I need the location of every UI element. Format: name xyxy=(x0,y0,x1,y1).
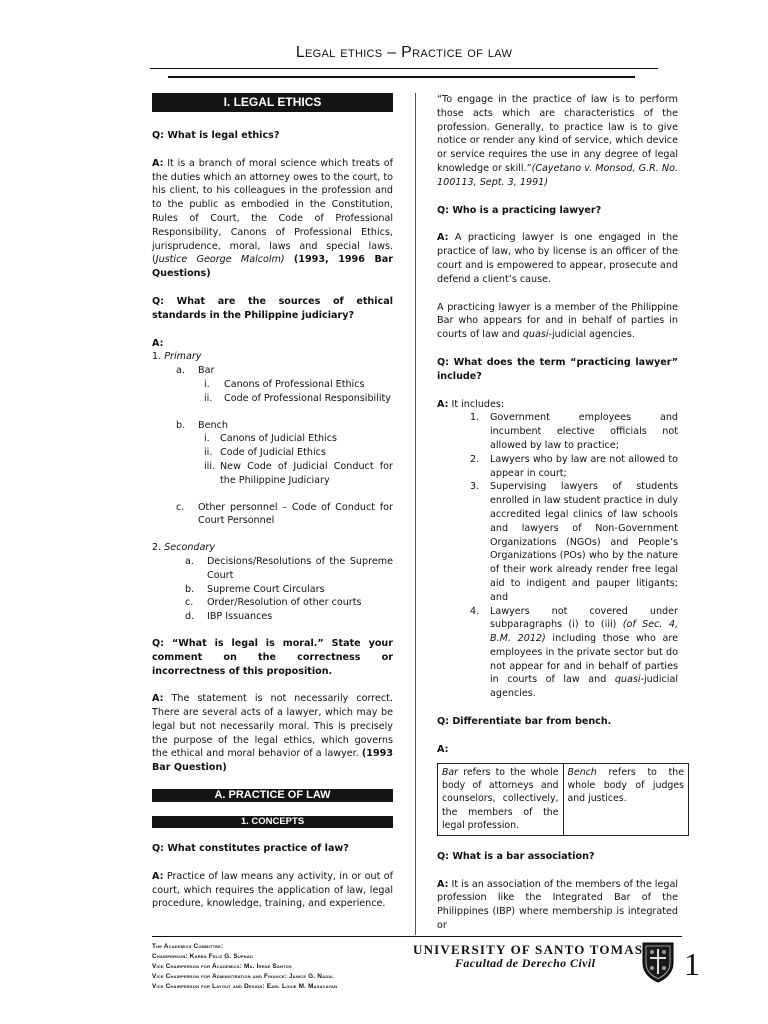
list-item-bar: a. Bar xyxy=(176,365,215,377)
answer-label: A: xyxy=(152,693,164,705)
list-item-bench-ii: ii. Code of Judicial Ethics xyxy=(204,447,326,459)
list-item-include-2: 2. Lawyers who by law are not allowed to appear in court; xyxy=(470,453,678,479)
question-bar-bench: Q: Differentiate bar from bench. xyxy=(437,716,612,728)
list-item-secondary-d: d. IBP Issuances xyxy=(185,611,273,623)
answer-practicing-lawyer: A: A practicing lawyer is one engaged in the practice of law, who by license is an officer of the court and is empowered to appear, prosecute and defend a client’s cause. xyxy=(437,232,678,285)
page-number: 1 xyxy=(684,946,700,982)
quote-citation: (Cayetano v. Monsod, G.R. No. 100113, Sept. 3, 1991) xyxy=(437,162,678,188)
committee-line: Vice Chairperson for Administration and Finance: Janice G. Nadal xyxy=(152,973,335,980)
list-item-bar-ii: ii. Code of Professional Responsibility xyxy=(204,392,391,404)
answer-practice-of-law xyxy=(152,870,393,911)
column-divider xyxy=(415,93,416,935)
footer-rule xyxy=(152,936,682,937)
list-item-secondary: 2. Secondary xyxy=(152,542,216,554)
header-rule-bottom xyxy=(168,76,635,78)
answer-label: A: xyxy=(152,157,164,169)
right-column xyxy=(437,93,684,947)
university-name: UNIVERSITY OF SANTO TOMAS xyxy=(413,942,644,957)
left-column xyxy=(152,93,393,925)
university-seal-icon xyxy=(641,941,675,983)
header-rule-top xyxy=(150,68,658,69)
list-item-primary: 1. Primary xyxy=(152,351,202,363)
answer-label: A: xyxy=(437,878,449,890)
table-row xyxy=(438,763,689,835)
bar-question-ref: (1993, 1996 Bar Questions) xyxy=(152,254,393,280)
answer-label: A: xyxy=(437,398,449,410)
list-item-bar-i: i. Canons of Professional Ethics xyxy=(204,378,365,390)
section-title-legal-ethics: I. LEGAL ETHICS xyxy=(152,93,393,112)
answer-text: Practice of law means any activity, in or out of court, which requires the application of law, legal procedure, knowledge, training, and experience. xyxy=(152,870,393,910)
list-item-include-1: 1. Government employees and incumbent elective officials not allowed by law to practice; xyxy=(470,412,678,451)
answer-label: A: xyxy=(152,337,164,349)
answer-bar-association: A: It is an association of the members of the legal profession like the Integrated Bar of the Philippines (IBP) where membership is integrated or xyxy=(437,878,678,931)
committee-heading: The Academics Committee: xyxy=(152,943,224,950)
answer-label: A: xyxy=(152,870,164,882)
answer-citation: Justice George Malcolm) xyxy=(155,254,285,266)
list-item-bench-i: i. Canons of Judicial Ethics xyxy=(204,433,337,445)
committee-credits xyxy=(152,942,337,992)
answer-label: A: xyxy=(437,232,449,244)
list-item-secondary-a: a. Decisions/Resolutions of the Supreme Court xyxy=(185,555,393,581)
bar-bench-table xyxy=(437,763,689,836)
list-item-bench-iii: iii. New Code of Judicial Conduct for the Philippine Judiciary xyxy=(204,460,393,486)
bench-definition-cell: Bench refers to the whole body of judges and justices. xyxy=(563,763,689,835)
section-title-practice-of-law: A. PRACTICE OF LAW xyxy=(152,789,393,802)
answer-text: It is a branch of moral science which treats of the duties which an attorney owes to the court, to his client, to his colleagues in the profession and to the public as embodied in the Constitution, Rules of Court, the Code of Professional Responsibility, Canons of Professional Ethics, jurisprudence, moral, laws and special laws. ( xyxy=(152,157,393,266)
list-item-include-4: 4. Lawyers not covered under subparagraphs (i) to (iii) (of Sec. 4, B.M. 2012) including those who are employees in the private sector but do not appear for and in behalf of parties in courts of law and quasi-judicial agencies. xyxy=(470,605,678,700)
question-practice-of-law: Q: What constitutes practice of law? xyxy=(152,843,349,855)
answer-practicing-lawyer-2: A practicing lawyer is a member of the Philippine Bar who appears for and in behalf of parties in courts of law and quasi-judicial agencies. xyxy=(437,301,678,341)
question-practicing-lawyer-include: Q: What does the term “practicing lawyer” include? xyxy=(437,356,678,382)
faculty-name: Facultad de Derecho Civil xyxy=(455,956,596,970)
list-item-other-personnel: c. Other personnel – Code of Conduct for Court Personnel xyxy=(176,501,393,527)
page-title: Legal ethics – Practice of law xyxy=(295,44,513,61)
question-practicing-lawyer: Q: Who is a practicing lawyer? xyxy=(437,204,602,216)
list-item-secondary-c: c. Order/Resolution of other courts xyxy=(185,597,362,609)
question-sources: Q: What are the sources of ethical standards in the Philippine judiciary? xyxy=(152,295,393,321)
bar-definition-cell: Bar refers to the whole body of attorneys and counselors, collectively, the members of the legal profession. xyxy=(438,763,564,835)
committee-line: Vice Chairperson for Layout and Design: Earl Louie M. Masacayan xyxy=(152,983,338,990)
section-title-concepts: 1. CONCEPTS xyxy=(152,816,393,828)
committee-line: Chairperson: Karen Feliz G. Supnad xyxy=(152,953,254,960)
answer-practicing-lawyer-include: A: It includes: 1. Government employees and incumbent elective officials not allowed by law to practice; 2. Lawyers who by law are not allowed to appear in court; 3. Supervising lawyers of students enrolled in law student practice in duly accredited legal clinics of law schools and lawyers of Non-Government Organizations (NGOs) and People’s Organizations (POs) who by the nature of their work already render free legal aid to indigent and pauper litigants; and 4. Lawyers not covered under subparagraphs (i) to (iii) (of Sec. 4, B.M. 2012) including those who are employees in the private sector but do not appear for and in behalf of parties in courts of law and quasi-judicial agencies. xyxy=(437,398,678,700)
answer-text: The statement is not necessarily correct. There are several acts of a lawyer, which may be legal but not necessarily moral. This is precisely the purpose of the legal ethics, which governs the ethical and moral behavior of a lawyer. xyxy=(152,693,393,760)
question-legal-moral: Q: “What is legal is moral.” State your comment on the correctness or incorrectness of this proposition. xyxy=(152,637,393,677)
question-legal-ethics: Q: What is legal ethics? xyxy=(152,130,280,141)
answer-legal-moral xyxy=(152,692,393,775)
bar-question-ref: (1993 Bar Question) xyxy=(152,748,393,774)
question-bar-association: Q: What is a bar association? xyxy=(437,850,595,862)
answer-label: A: xyxy=(437,743,449,755)
list-item-bench: b. Bench xyxy=(176,419,228,431)
committee-line: Vice Chairperson for Academics: Ma. Irene Santos xyxy=(152,963,292,970)
answer-legal-ethics xyxy=(152,157,393,281)
list-item-include-3: 3. Supervising lawyers of students enrolled in law student practice in duly accredited legal clinics of law schools and lawyers of Non-Government Organizations (NGOs) and People’s Organizations (POs) who by the nature of their work already render free legal aid to indigent and pauper litigants; and xyxy=(470,481,678,603)
quote-cayetano: “To engage in the practice of law is to perform those acts which are characteristics of the profession. Generally, to practice law is to give notice or render any kind of service, which device or service requires the use in any degree of legal knowledge or skill.”(Cayetano v. Monsod, G.R. No. 100113, Sept. 3, 1991) xyxy=(437,94,678,188)
answer-sources xyxy=(152,337,393,637)
list-item-secondary-b: b. Supreme Court Circulars xyxy=(185,583,325,595)
